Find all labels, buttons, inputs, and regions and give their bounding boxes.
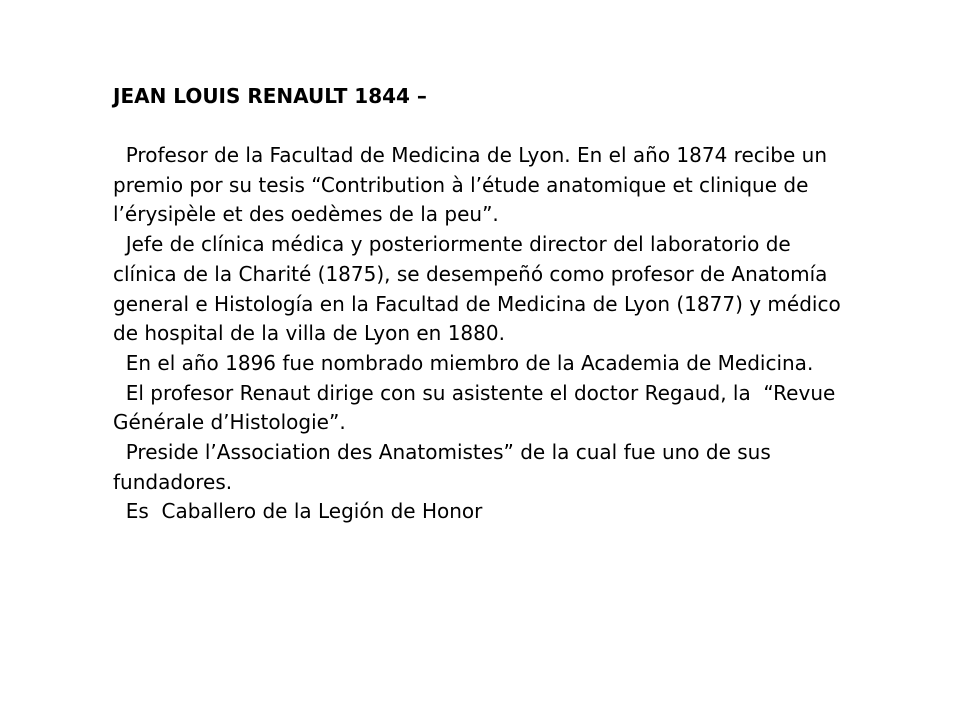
paragraph-revue: El profesor Renaut dirige con su asistente el doctor Regaud, la “Revue Générale d’Histologie”. bbox=[113, 380, 842, 435]
paragraph-association: Preside l’Association des Anatomistes” de la cual fue uno de sus fundadores. bbox=[113, 440, 778, 494]
biography-text bbox=[113, 141, 853, 527]
paragraph-academy: En el año 1896 fue nombrado miembro de la Academia de Medicina. bbox=[113, 350, 814, 375]
paragraph-career: Jefe de clínica médica y posteriormente director del laboratorio de clínica de la Charité (1875), se desempeñó como profesor de Anatomía general e Histología en la Facultad de Medicina de Lyon (1877) y médico de hospital de la villa de Lyon en 1880. bbox=[113, 232, 848, 346]
slide-title: JEAN LOUIS RENAULT 1844 – bbox=[113, 84, 427, 108]
paragraph-honor: Es Caballero de la Legión de Honor bbox=[113, 499, 483, 524]
paragraph-professor: Profesor de la Facultad de Medicina de Lyon. En el año 1874 recibe un premio por su tesis “Contribution à l’étude anatomique et clinique de l’érysipèle et des oedèmes de la peu”. bbox=[113, 143, 840, 227]
